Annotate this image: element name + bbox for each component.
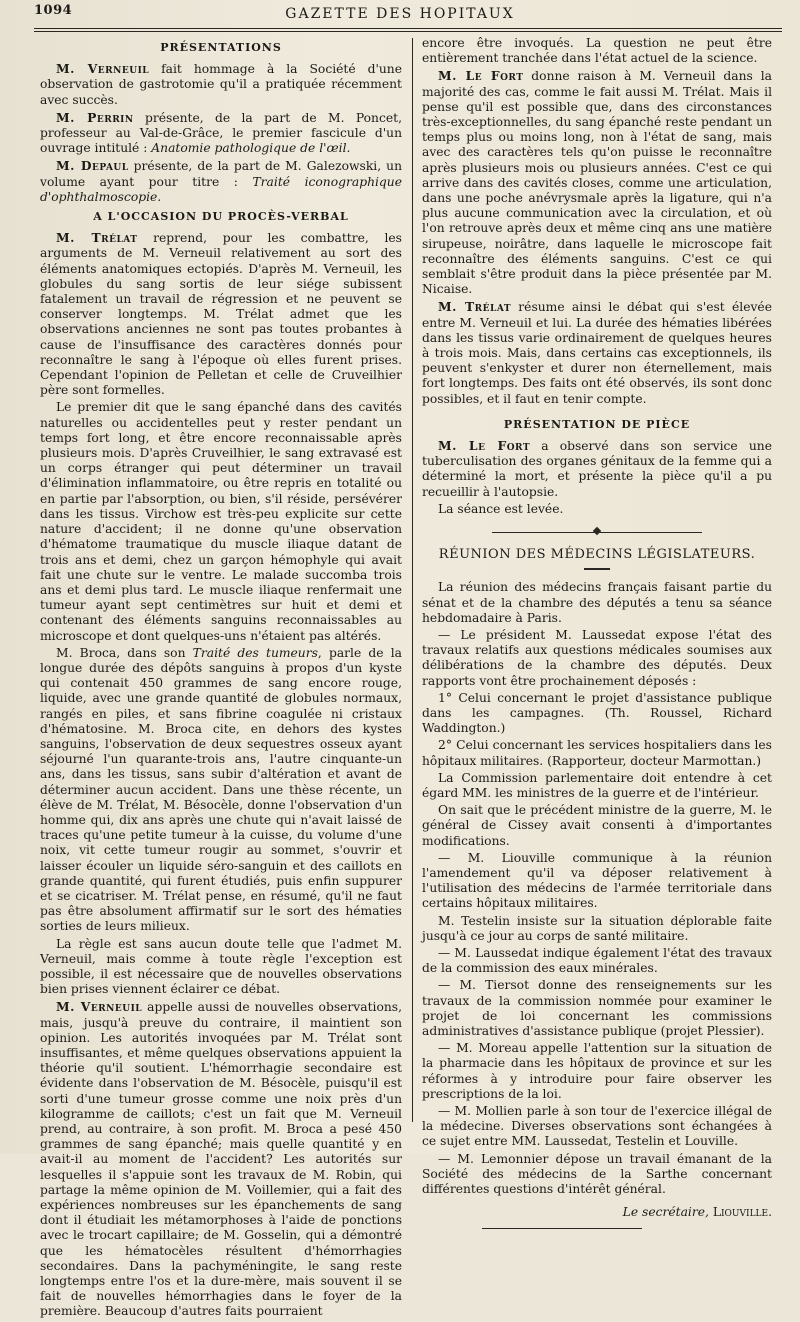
signature: Le secrétaire, Liouville. <box>622 1205 772 1220</box>
paragraph: La réunion des médecins français faisant partie du sénat et de la chambre des députés a tenu sa séance hebdomadaire à Paris. <box>422 580 772 625</box>
column-divider <box>412 38 413 1122</box>
short-rule <box>584 568 610 570</box>
paragraph: — M. Tiersot donne des renseignements sur les travaux de la commission nommée pour examiner le projet de loi concernant les commissions administratives d'assistance publique (projet Plessier). <box>422 978 772 1038</box>
paragraph: — M. Liouville communique à la réunion l'amendement qu'il va déposer relativement à l'utilisation des médecins de l'armée territoriale dans certains hôpitaux militaires. <box>422 850 772 911</box>
paragraph: encore être invoqués. La question ne peut être entièrement tranchée dans l'état actuel de la science. <box>422 36 772 66</box>
paragraph: M. Perrin présente, de la part de M. Poncet, professeur au Val-de-Grâce, le premier fascicule d'un ouvrage intitulé : Anatomie pathologique de l'œil. <box>40 109 402 156</box>
paragraph: M. Verneuil fait hommage à la Société d'une observation de gastrotomie qu'il a pratiquée récemment avec succès. <box>40 61 402 107</box>
header-rule-double <box>34 31 782 32</box>
page-number: 1094 <box>34 3 73 18</box>
paragraph: 2° Celui concernant les services hospitaliers dans les hôpitaux militaires. (Rapporteur, docteur Marmottan.) <box>422 738 772 768</box>
paragraph: — M. Laussedat indique également l'état des travaux de la commission des eaux minérales. <box>422 945 772 976</box>
paragraph: On sait que le précédent ministre de la guerre, M. le général de Cissey avait consenti à d'importantes modifications. <box>422 803 772 848</box>
paragraph: La Commission parlementaire doit entendre à cet égard MM. les ministres de la guerre et de l'intérieur. <box>422 770 772 800</box>
paragraph: Le premier dit que le sang épanché dans des cavités naturelles ou accidentelles peut y rester pendant un temps fort long, et être encore reconnaissable après plusieurs mois. D'après Cruveilhier, le sang extravasé est un corps étranger qui peut déterminer un travail d'élimination inflammatoire, ou être repris en totalité ou en partie par l'absorption, ou bien, s'il réside, persévérer dans les tissus. Virchow est très-peu explicite sur cette nature d'accident; il ne donne qu'une observation d'hématome traumatique du muscle iliaque datant de trois ans et demi, chez un garçon hémophyle qui avait fait une chute sur le ventre. Le malade succomba trois ans et demi plus tard. Le muscle iliaque renfermait une tumeur ayant sept centimètres sur huit et demi et contenant des éléments sanguins reconnaissables au microscope et dont quelques-uns n'étaient pas altérés. <box>40 400 402 643</box>
paragraph: M. Trélat reprend, pour les combattre, les arguments de M. Verneuil relativement au sort des éléments anatomiques ectopiés. D'après M. Verneuil, les globules du sang sortis de leur siége subissent fatalement un travail de régression et ne peuvent se conserver longtemps. M. Trélat admet que les observations anciennes ne sont pas toutes probantes à cause de l'insuffisance des caractères donnés pour reconnaître le sang à l'époque où elles furent prises. Cependant l'opinion de Pelletan et celle de Cruveilhier père sont formelles. <box>40 230 402 398</box>
journal-title: GAZETTE DES HOPITAUX <box>285 6 515 22</box>
ornament-divider <box>492 527 702 537</box>
paragraph: M. Verneuil appelle aussi de nouvelles observations, mais, jusqu'à preuve du contraire, il maintient son opinion. Les autorités invoquées par M. Trélat sont insuffisantes, et même quelques observations appuient la théorie qu'il soutient. L'hémorrhagie secondaire est évidente dans l'observation de M. Bésocèle, puisqu'il est sorti d'une tumeur grosse comme une noix près d'un kilogramme de caillots; c'est un fait que M. Verneuil prend, au contraire, à son profit. M. Broca a pesé 450 grammes de sang épanché; mais quelle quantité y en avait-il au moment de l'accident? Les autorités sur lesquelles il s'appuie sont les travaux de M. Robin, qui partage la même opinion de M. Voillemier, qui a fait des expériences nombreuses sur les épanchements de sang dont il étudiait les métamorphoses à l'aide de ponctions avec le trocart capillaire; de M. Gosselin, qui a démontré que les hématocèles résultent d'hémorrhagies secondaires. Dans la pachyméningite, le sang reste longtemps entre l'os et la dure-mère, mais souvent il se fait de nouvelles hémorrhagies dans le foyer de la première. Beaucoup d'autres faits pourraient <box>40 999 402 1319</box>
right-column <box>422 36 772 1229</box>
section-heading-presentation-piece: PRÉSENTATION DE PIÈCE <box>503 417 691 431</box>
paragraph: M. Trélat résume ainsi le débat qui s'est élevée entre M. Verneuil et lui. La durée des hématies libérées dans les tissus varie ordinairement de quelques heures à trois mois. Mais, dans certains cas exceptionnels, ils peuvent s'enkyster et durer non éternellement, mais fort longtemps. Des faits ont été observés, ils sont donc possibles, et il faut en tenir compte. <box>422 299 772 406</box>
section-heading-presentations: PRÉSENTATIONS <box>160 41 282 54</box>
paragraph: — M. Lemonnier dépose un travail émanant de la Société des médecins de la Sarthe concernant différentes questions d'intérêt général. <box>422 1151 772 1197</box>
paragraph: M. Depaul présente, de la part de M. Galezowski, un volume ayant pour titre : Traité iconographique d'ophthalmoscopie. <box>40 158 402 204</box>
paragraph: M. Broca, dans son Traité des tumeurs, parle de la longue durée des dépôts sanguins à propos d'un kyste qui contenait 450 grammes de sang encore rouge, liquide, avec une grande quantité de globules normaux, rangés en piles, et sans fibrine coagulée ni cristaux d'hématosine. M. Broca cite, en dehors des kystes sanguins, l'observation de deux sequestres osseux ayant séjourné l'un quarante-trois ans, l'autre cinquante-un ans, dans les tissus, sans subir d'altération et avant de déterminer aucun accident. Dans une thèse récente, un élève de M. Trélat, M. Bésocèle, donne l'observation d'un homme qui, dix ans après une chute qui n'avait laissé de traces qu'une petite tumeur à la cuisse, du volume d'une noix, vit cette tumeur rougir au sommet, s'ouvrir et laisser écouler un liquide séro-sanguin et des caillots en grande quantité, qui furent étudiés, puis enfin suppurer et se cicatriser. M. Trélat pense, en résumé, qu'il ne faut pas être absolument affirmatif sur le sort des hématies sorties de leurs milieux. <box>40 645 402 934</box>
section-heading-proces-verbal: A L'OCCASION DU PROCÈS-VERBAL <box>93 210 349 224</box>
paragraph: La règle est sans aucun doute telle que l'admet M. Verneuil, mais comme à toute règle l'exception est possible, il est nécessaire que de nouvelles observations bien prises viennent éclairer ce débat. <box>40 936 402 997</box>
left-column <box>40 36 402 1322</box>
paragraph: — M. Mollien parle à son tour de l'exercice illégal de la médecine. Diverses observations sont échangées à ce sujet entre MM. Laussedat, Testelin et Louville. <box>422 1104 772 1149</box>
paragraph: — Le président M. Laussedat expose l'état des travaux relatifs aux questions médicales soumises aux délibérations de la chambre des députés. Deux rapports vont être prochainement déposés : <box>422 627 772 688</box>
paragraph: M. Le Fort donne raison à M. Verneuil dans la majorité des cas, comme le fait aussi M. Trélat. Mais il pense qu'il est possible que, dans des circonstances très-exceptionnelles, du sang épanché reste pendant un temps plus ou moins long, non à l'état de sang, mais avec des caractères tels qu'on puisse le reconnaître après plusieurs mois ou plusieurs années. C'est ce qui arrive dans des cavités closes, comme une articulation, dans une poche anévrysmale après la ligature, qui n'a plus aucune communication avec la circulation, et où l'on retrouve après deux et même cinq ans une matière sirupeuse, noirâtre, dans laquelle le microscope fait reconnaître des éléments sanguins. C'est ce qui semblait s'être produit dans la pièce présentée par M. Nicaise. <box>422 68 772 297</box>
section-heading-medecins-legislateurs: RÉUNION DES MÉDECINS LÉGISLATEURS. <box>438 547 756 563</box>
paragraph: M. Le Fort a observé dans son service une tuberculisation des organes génitaux de la femme qui a déterminé la mort, et présente la pièce qu'il a pu recueillir à l'autopsie. <box>422 438 772 499</box>
paragraph: La séance est levée. <box>438 501 564 516</box>
paragraph: 1° Celui concernant le projet d'assistance publique dans les campagnes. (Th. Roussel, Richard Waddington.) <box>422 690 772 736</box>
bottom-rule <box>482 1228 642 1229</box>
header-rule <box>34 28 782 29</box>
paragraph: M. Testelin insiste sur la situation déplorable faite jusqu'à ce jour au corps de santé militaire. <box>422 913 772 943</box>
paragraph: — M. Moreau appelle l'attention sur la situation de la pharmacie dans les hôpitaux de province et sur les réformes à y introduire pour faire observer les prescriptions de la loi. <box>422 1041 772 1101</box>
